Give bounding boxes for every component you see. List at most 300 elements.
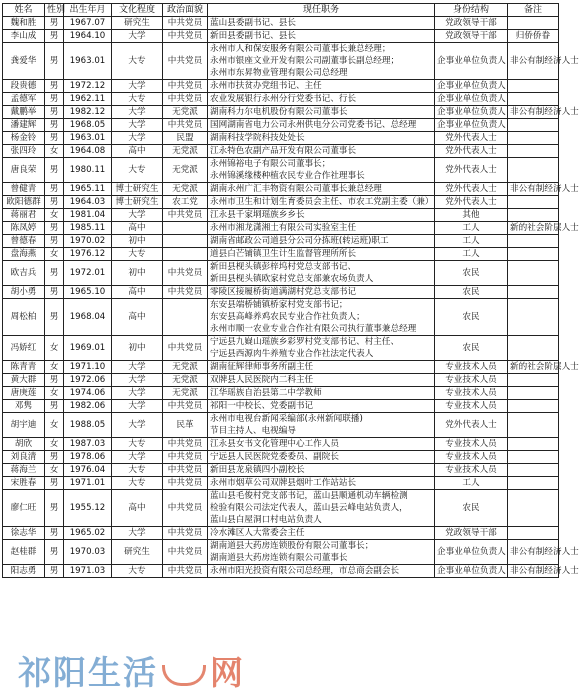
cell-political-status: 无党派: [163, 106, 208, 119]
cell-name: 廖仁旺: [3, 490, 45, 527]
cell-position: [208, 17, 435, 30]
cell-education: 高中: [112, 286, 163, 299]
cell-position: [208, 183, 435, 196]
table-row: [3, 438, 559, 451]
table-row: [3, 17, 559, 30]
cell-birth: 1978.06: [64, 451, 112, 464]
position-line: 冷水滩区人大常委会主任: [210, 528, 305, 538]
cell-identity: 党外代表人士: [435, 413, 508, 438]
cell-birth: 1976.12: [64, 248, 112, 261]
cell-political-status: 中共党员: [163, 80, 208, 93]
position-line: 新田县委副书记、县长: [210, 31, 296, 41]
cell-name: 阳志勇: [3, 565, 45, 578]
position-line: 蓝山县毛俊村党支部书记，蓝山县顺通机动车辆检测: [210, 491, 408, 501]
position-line: 湖南科力尔电机股份有限公司董事长: [210, 107, 348, 117]
position-line: 农业发展银行永州分行党委书记、行长: [210, 94, 357, 104]
cell-note: [508, 387, 559, 400]
cell-identity: 企事业单位负责人: [435, 119, 508, 132]
cell-political-status: 无党派: [163, 374, 208, 387]
cell-identity: 企事业单位负责人: [435, 565, 508, 578]
cell-education: 高中: [112, 490, 163, 527]
table-row: [3, 93, 559, 106]
position-line: 永州市人和保安服务有限公司董事长兼总经理；: [210, 44, 391, 54]
cell-education: 大学: [112, 400, 163, 413]
table-row: [3, 299, 559, 336]
cell-name: 龚爱华: [3, 43, 45, 80]
cell-position: [208, 261, 435, 286]
position-line: 湖南科技学院科技处处长: [210, 133, 305, 143]
cell-name: 曾健青: [3, 183, 45, 196]
cell-birth: 1964.03: [64, 196, 112, 209]
table-row: [3, 261, 559, 286]
cell-name: 周松柏: [3, 299, 45, 336]
cell-position: [208, 336, 435, 361]
cell-education: 大专: [112, 93, 163, 106]
cell-birth: 1985.11: [64, 222, 112, 235]
cell-education: 大学: [112, 413, 163, 438]
cell-position: [208, 43, 435, 80]
header-birth: 出生年月: [64, 4, 112, 17]
cell-birth: 1964.10: [64, 30, 112, 43]
position-line: 蓝山县白屋洞口村电站负责人: [210, 515, 322, 525]
cell-name: 邓隽: [3, 400, 45, 413]
cell-identity: 党外代表人士: [435, 196, 508, 209]
cell-identity: 党外代表人士: [435, 132, 508, 145]
cell-position: [208, 400, 435, 413]
cell-note: [508, 490, 559, 527]
cell-position: [208, 93, 435, 106]
cell-name: 唐庚莲: [3, 387, 45, 400]
cell-political-status: 中共党员: [163, 209, 208, 222]
position-line: 湖南道县大药房连锁有限公司董事长: [210, 553, 348, 563]
cell-note: 新的社会阶层人士: [508, 361, 559, 374]
cell-identity: 党外代表人士: [435, 183, 508, 196]
cell-political-status: [163, 222, 208, 235]
cell-name: 蒋丽君: [3, 209, 45, 222]
cell-education: 大专: [112, 158, 163, 183]
cell-education: 大专: [112, 565, 163, 578]
cell-identity: 党政领导干部: [435, 30, 508, 43]
cell-sex: 男: [45, 235, 64, 248]
position-line: 永州市烟草公司双牌县烟叶工作站站长: [210, 478, 357, 488]
cell-education: 大专: [112, 464, 163, 477]
header-sex: 性别: [45, 4, 64, 17]
cell-education: 博士研究生: [112, 196, 163, 209]
cell-political-status: 中共党员: [163, 527, 208, 540]
cell-birth: 1982.12: [64, 106, 112, 119]
table-row: [3, 374, 559, 387]
cell-position: [208, 299, 435, 336]
cell-education: 大专: [112, 43, 163, 80]
cell-position: [208, 248, 435, 261]
table-row: [3, 527, 559, 540]
cell-name: 陈凤婷: [3, 222, 45, 235]
position-line: 江永县女书文化管理中心工作人员: [210, 439, 339, 449]
position-line: 永州市银座文业开发有限公司副董事长副总经理；: [210, 56, 400, 66]
cell-sex: 男: [45, 490, 64, 527]
cell-political-status: 中共党员: [163, 490, 208, 527]
cell-birth: 1971.01: [64, 477, 112, 490]
cell-political-status: 中共党员: [163, 336, 208, 361]
cell-position: [208, 222, 435, 235]
cell-birth: 1968.04: [64, 299, 112, 336]
cell-position: [208, 540, 435, 565]
cell-note: 非公有制经济人士: [508, 565, 559, 578]
cell-birth: 1972.01: [64, 261, 112, 286]
cell-sex: 男: [45, 527, 64, 540]
cell-note: [508, 438, 559, 451]
cell-political-status: 中共党员: [163, 93, 208, 106]
cell-political-status: 无党派: [163, 145, 208, 158]
cell-position: [208, 413, 435, 438]
cell-political-status: 无党派: [163, 361, 208, 374]
cell-name: 胡欣: [3, 438, 45, 451]
cell-note: [508, 80, 559, 93]
cell-identity: 企事业单位负责人: [435, 540, 508, 565]
cell-identity: 农民: [435, 336, 508, 361]
cell-note: [508, 196, 559, 209]
cell-education: 大专: [112, 438, 163, 451]
cell-identity: 企事业单位负责人: [435, 106, 508, 119]
cell-note: [508, 119, 559, 132]
table-row: [3, 248, 559, 261]
cell-position: [208, 30, 435, 43]
cell-note: [508, 527, 559, 540]
cell-note: [508, 209, 559, 222]
position-line: 国网湖南省电力公司永州供电分公司党委书记、总经理: [210, 120, 417, 130]
cell-birth: 1976.04: [64, 464, 112, 477]
cell-name: 魏和胜: [3, 17, 45, 30]
cell-note: [508, 299, 559, 336]
cell-education: 研究生: [112, 17, 163, 30]
cell-education: 大学: [112, 527, 163, 540]
table-row: [3, 183, 559, 196]
cell-note: 非公有制经济人士: [508, 106, 559, 119]
cell-political-status: 民革: [163, 413, 208, 438]
cell-identity: 其他: [435, 209, 508, 222]
cell-note: [508, 451, 559, 464]
cell-note: [508, 477, 559, 490]
cell-birth: 1988.05: [64, 413, 112, 438]
position-line: 新田县枧头镇彭梓坞村党总支部书记、: [210, 262, 357, 272]
cell-sex: 女: [45, 387, 64, 400]
cell-education: 大学: [112, 132, 163, 145]
position-line: 道县白芒铺镇卫生计生监督管理所所长: [210, 249, 357, 259]
cell-birth: 1965.10: [64, 286, 112, 299]
cell-birth: 1965.11: [64, 183, 112, 196]
cell-note: 新的社会阶层人士: [508, 222, 559, 235]
cell-identity: 工人: [435, 248, 508, 261]
table-row: [3, 540, 559, 565]
cell-birth: 1981.04: [64, 209, 112, 222]
cell-birth: 1967.07: [64, 17, 112, 30]
cell-identity: 农民: [435, 261, 508, 286]
cell-name: 赵桂群: [3, 540, 45, 565]
cell-sex: 男: [45, 158, 64, 183]
cell-sex: 女: [45, 145, 64, 158]
roster-body: [3, 17, 579, 578]
cell-identity: 企事业单位负责人: [435, 43, 508, 80]
member-roster-table: [2, 3, 579, 578]
cell-position: [208, 119, 435, 132]
cell-birth: 1963.01: [64, 132, 112, 145]
position-line: 东安县高峰养鸡农民专业合作社负责人；: [210, 312, 365, 322]
cell-sex: 男: [45, 119, 64, 132]
cell-note: 非公有制经济人士: [508, 43, 559, 80]
cell-sex: 男: [45, 43, 64, 80]
cell-position: [208, 286, 435, 299]
cell-education: 高中: [112, 299, 163, 336]
cell-sex: 女: [45, 438, 64, 451]
position-line: 永州市顺一农业专业合作社有限公司执行董事兼总经理: [210, 324, 417, 334]
cell-birth: 1962.11: [64, 93, 112, 106]
cell-position: [208, 80, 435, 93]
table-row: [3, 106, 559, 119]
cell-sex: 女: [45, 336, 64, 361]
cell-note: [508, 413, 559, 438]
table-row: [3, 158, 559, 183]
cell-sex: 男: [45, 374, 64, 387]
cell-identity: 专业技术人员: [435, 438, 508, 451]
cell-education: 大学: [112, 30, 163, 43]
position-line: 永州市卫生和计划生育委员会主任、市农工党副主委（兼）: [210, 197, 434, 207]
cell-education: 大学: [112, 361, 163, 374]
cell-political-status: 中共党员: [163, 438, 208, 451]
table-row: [3, 565, 559, 578]
table-row: [3, 119, 559, 132]
position-line: 零陵区接履桥街道满湖村党总支部书记: [210, 287, 357, 297]
cell-birth: 1964.08: [64, 145, 112, 158]
position-line: 宁远县西源肉牛养殖专业合作社法定代表人: [210, 349, 374, 359]
cell-note: [508, 248, 559, 261]
position-line: 永州市阳光投资有限公司总经理，市总商会副会长: [210, 566, 400, 576]
cell-sex: 男: [45, 106, 64, 119]
cell-political-status: 中共党员: [163, 400, 208, 413]
cell-identity: 党政领导干部: [435, 17, 508, 30]
table-row: [3, 209, 559, 222]
table-row: [3, 145, 559, 158]
cell-education: 初中: [112, 336, 163, 361]
cell-name: 段贵德: [3, 80, 45, 93]
cell-position: [208, 158, 435, 183]
cell-sex: 女: [45, 464, 64, 477]
cell-political-status: 无党派: [163, 387, 208, 400]
cell-political-status: 农工党: [163, 196, 208, 209]
cell-name: 宋胜春: [3, 477, 45, 490]
cell-note: [508, 336, 559, 361]
cell-note: [508, 261, 559, 286]
cell-political-status: 中共党员: [163, 119, 208, 132]
cell-political-status: [163, 299, 208, 336]
cell-position: [208, 235, 435, 248]
position-line: 永州市湘龙潇湘土有限公司实验室主任: [210, 223, 357, 233]
position-line: 新田县龙泉镇四小副校长: [210, 465, 305, 475]
cell-name: 胡小勇: [3, 286, 45, 299]
cell-name: 欧阳德群: [3, 196, 45, 209]
cell-name: 欧吉兵: [3, 261, 45, 286]
cell-name: 曾德春: [3, 235, 45, 248]
header-note: 备注: [508, 4, 559, 17]
watermark-bowl-icon: [162, 665, 206, 686]
cell-position: [208, 527, 435, 540]
table-row: [3, 235, 559, 248]
table-row: [3, 43, 559, 80]
position-line: 宁远县九嶷山瑶族乡彩罗村党支部书记、村主任、: [210, 337, 400, 347]
cell-birth: 1980.11: [64, 158, 112, 183]
position-line: 永州市电视台新闻采编部(永州新闻联播): [210, 414, 363, 424]
cell-identity: 专业技术人员: [435, 451, 508, 464]
cell-note: [508, 145, 559, 158]
table-row: [3, 477, 559, 490]
cell-note: [508, 93, 559, 106]
cell-note: [508, 374, 559, 387]
position-line: 节目主持人、电视编导: [210, 426, 296, 436]
cell-birth: 1974.06: [64, 387, 112, 400]
cell-sex: 男: [45, 400, 64, 413]
position-line: 祁阳一中校长、党委副书记: [210, 401, 314, 411]
cell-identity: 农民: [435, 490, 508, 527]
cell-position: [208, 196, 435, 209]
table-row: [3, 222, 559, 235]
table-row: [3, 361, 559, 374]
cell-name: 唐良荣: [3, 158, 45, 183]
cell-position: [208, 387, 435, 400]
cell-position: [208, 209, 435, 222]
header-identity: 身份结构: [435, 4, 508, 17]
cell-position: [208, 132, 435, 145]
cell-education: 高中: [112, 145, 163, 158]
cell-note: 归侨侨眷: [508, 30, 559, 43]
cell-sex: 男: [45, 299, 64, 336]
cell-name: 杨金铃: [3, 132, 45, 145]
cell-name: 陈青青: [3, 361, 45, 374]
table-row: [3, 387, 559, 400]
position-line: 江永特色农副产品开发有限公司董事长: [210, 146, 357, 156]
cell-note: [508, 132, 559, 145]
cell-political-status: 无党派: [163, 183, 208, 196]
cell-political-status: [163, 235, 208, 248]
cell-sex: 男: [45, 222, 64, 235]
watermark-net-text: 网: [210, 652, 245, 692]
header-position: 现任职务: [208, 4, 435, 17]
member-roster-sheet: [2, 3, 579, 578]
position-line: 江永县千家垌瑶族乡乡长: [210, 210, 305, 220]
position-line: 湖南永州广汇丰物资有限公司董事长兼总经理: [210, 184, 382, 194]
cell-identity: 专业技术人员: [435, 400, 508, 413]
cell-political-status: 中共党员: [163, 451, 208, 464]
cell-sex: 男: [45, 451, 64, 464]
cell-position: [208, 477, 435, 490]
position-line: 宁远县人民医院党委委员、副院长: [210, 452, 339, 462]
position-line: 永州市扶贫办党组书记、主任: [210, 81, 322, 91]
cell-birth: 1987.03: [64, 438, 112, 451]
cell-education: 高中: [112, 222, 163, 235]
cell-birth: 1968.05: [64, 119, 112, 132]
table-row: [3, 132, 559, 145]
cell-identity: 专业技术人员: [435, 361, 508, 374]
position-line: 东安县端桥铺镇桥家村党支部书记；: [210, 300, 348, 310]
cell-political-status: 中共党员: [163, 464, 208, 477]
cell-education: 大学: [112, 209, 163, 222]
position-line: 湖南征辉律师事务所副主任: [210, 362, 314, 372]
position-line: 永州市东昇物业管理有限公司总经理: [210, 68, 348, 78]
cell-position: [208, 374, 435, 387]
position-line: 永州锦裕电子有限公司董事长；: [210, 159, 331, 169]
cell-position: [208, 490, 435, 527]
cell-birth: 1969.01: [64, 336, 112, 361]
cell-political-status: 中共党员: [163, 540, 208, 565]
cell-position: [208, 451, 435, 464]
cell-education: 大学: [112, 374, 163, 387]
cell-birth: 1972.06: [64, 374, 112, 387]
cell-sex: 男: [45, 565, 64, 578]
position-line: 双牌县人民医院内二科主任: [210, 375, 314, 385]
cell-identity: 专业技术人员: [435, 387, 508, 400]
cell-name: 孟德军: [3, 93, 45, 106]
cell-sex: 女: [45, 361, 64, 374]
cell-political-status: 中共党员: [163, 261, 208, 286]
cell-name: 潘建辉: [3, 119, 45, 132]
cell-sex: 男: [45, 261, 64, 286]
cell-sex: 女: [45, 413, 64, 438]
header-education: 文化程度: [112, 4, 163, 17]
cell-birth: 1982.06: [64, 400, 112, 413]
position-line: 新田县枧头镇欧家村党总支部兼农场负责人: [210, 274, 374, 284]
cell-political-status: 中共党员: [163, 30, 208, 43]
cell-note: 非公有制经济人士: [508, 540, 559, 565]
cell-name: 戴鹏举: [3, 106, 45, 119]
cell-political-status: 民盟: [163, 132, 208, 145]
table-row: [3, 413, 559, 438]
cell-education: 大学: [112, 119, 163, 132]
cell-education: 研究生: [112, 540, 163, 565]
cell-name: 蒋海兰: [3, 464, 45, 477]
cell-sex: 男: [45, 286, 64, 299]
cell-identity: 党外代表人士: [435, 145, 508, 158]
cell-name: 张四玲: [3, 145, 45, 158]
table-row: [3, 490, 559, 527]
cell-note: [508, 286, 559, 299]
position-line: 检验有限公司法定代表人，蓝山县云峰电站负责人，: [210, 503, 408, 513]
cell-political-status: 中共党员: [163, 477, 208, 490]
site-watermark: [18, 648, 245, 692]
cell-identity: 企事业单位负责人: [435, 80, 508, 93]
cell-political-status: 中共党员: [163, 43, 208, 80]
cell-position: [208, 438, 435, 451]
table-row: [3, 80, 559, 93]
cell-identity: 专业技术人员: [435, 374, 508, 387]
table-row: [3, 451, 559, 464]
cell-identity: 企事业单位负责人: [435, 93, 508, 106]
cell-political-status: 中共党员: [163, 286, 208, 299]
cell-birth: 1971.10: [64, 361, 112, 374]
cell-sex: 男: [45, 477, 64, 490]
cell-political-status: 中共党员: [163, 565, 208, 578]
cell-sex: 男: [45, 540, 64, 565]
cell-sex: 男: [45, 183, 64, 196]
cell-identity: 农民: [435, 286, 508, 299]
cell-sex: 女: [45, 209, 64, 222]
cell-name: 黄大群: [3, 374, 45, 387]
cell-note: [508, 158, 559, 183]
cell-sex: 男: [45, 17, 64, 30]
cell-education: 初中: [112, 261, 163, 286]
cell-identity: 党外代表人士: [435, 158, 508, 183]
cell-name: 胡宇迪: [3, 413, 45, 438]
cell-birth: 1965.02: [64, 527, 112, 540]
cell-identity: 工人: [435, 235, 508, 248]
cell-identity: 党政领导干部: [435, 527, 508, 540]
